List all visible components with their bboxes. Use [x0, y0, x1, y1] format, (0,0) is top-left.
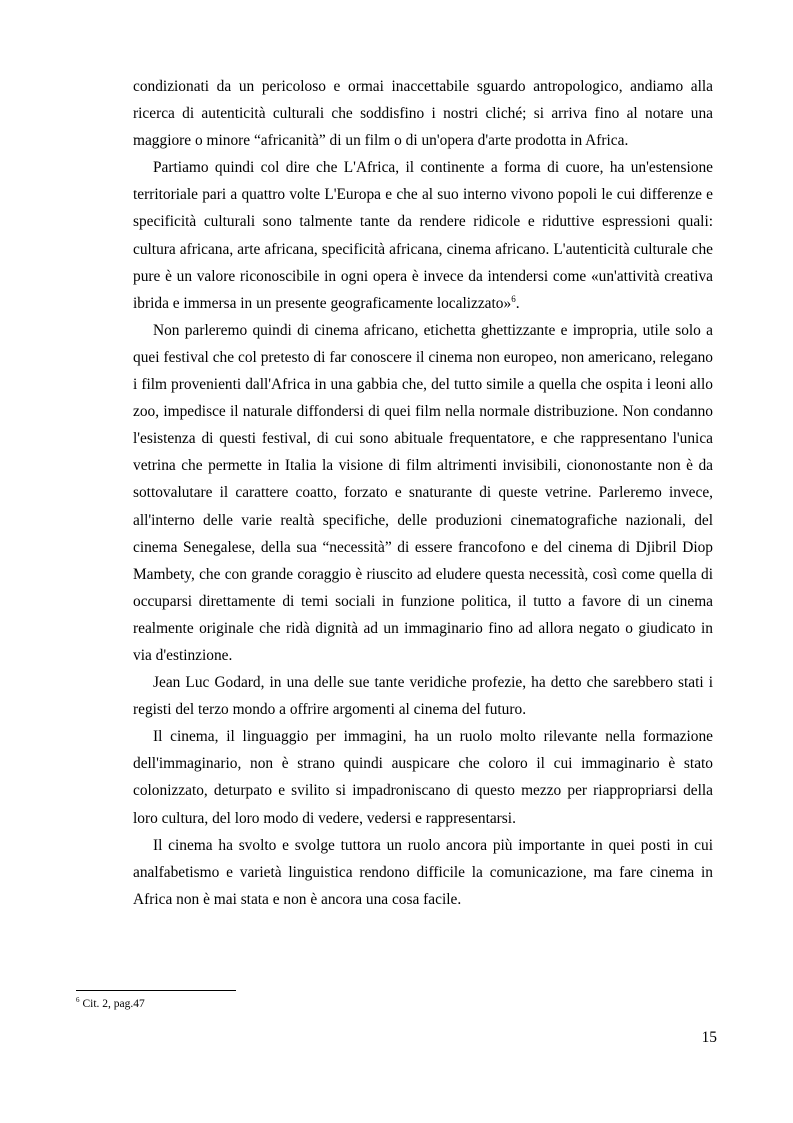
paragraph-4-text: Jean Luc Godard, in una delle sue tante veridiche profezie, ha detto che sarebbero stati i registi del terzo mondo a offrire argomenti al cinema del futuro.: [133, 674, 713, 719]
paragraph-5: [133, 723, 713, 831]
paragraph-6: [133, 832, 713, 913]
paragraph-4: [133, 669, 713, 723]
footnote-number: 6: [76, 996, 80, 1005]
paragraph-2-text: Partiamo quindi col dire che L'Africa, il continente a forma di cuore, ha un'estensione territoriale pari a quattro volte L'Europa e che al suo interno vivono popoli le cui differenze e specificità culturali sono talmente tante da rendere ridicole e riduttive espressioni quali: cultura africana, arte africana, specificità africana, cinema africano. L'autenticità culturale che pure è un valore riconoscibile in ogni opera è invece da intendersi come «un'attività creativa ibrida e immersa in un presente geograficamente localizzato»: [133, 159, 713, 312]
footnote-divider: [76, 990, 236, 991]
paragraph-6-text: Il cinema ha svolto e svolge tuttora un ruolo ancora più importante in quei posti in cui analfabetismo e varietà linguistica rendono difficile la comunicazione, ma fare cinema in Africa non è mai stata e non è ancora una cosa facile.: [133, 836, 713, 908]
body-text: [133, 73, 713, 913]
paragraph-3: [133, 317, 713, 669]
paragraph-1: [133, 73, 713, 154]
paragraph-1-text: condizionati da un pericoloso e ormai inaccettabile sguardo antropologico, andiamo alla ricerca di autenticità culturali che soddisfino i nostri cliché; si arriva fino al notare una maggiore o minore “africanità” di un film o di un'opera d'arte prodotta in Africa.: [133, 78, 713, 150]
paragraph-5-text: Il cinema, il linguaggio per immagini, ha un ruolo molto rilevante nella formazione dell'immaginario, non è strano quindi auspicare che coloro il cui immaginario è stato colonizzato, deturpato e svilito si impadroniscano di questo mezzo per riappropriarsi della loro cultura, del loro modo di vedere, vedersi e rappresentarsi.: [133, 728, 713, 827]
footnote-reference[interactable]: 6: [511, 293, 516, 304]
footnote-text: Cit. 2, pag.47: [82, 998, 145, 1010]
page-number: 15: [701, 1029, 717, 1046]
paragraph-2: [133, 154, 713, 317]
paragraph-2-tail: .: [515, 294, 520, 312]
paragraph-3-text: Non parleremo quindi di cinema africano, etichetta ghettizzante e impropria, utile solo a quei festival che col pretesto di far conoscere il cinema non europeo, non americano, relegano i film provenienti dall'Africa in una gabbia che, del tutto simile a quella che ospita i leoni allo zoo, impedisce il naturale diffondersi di quei film nella normale distribuzione. Non condanno l'esistenza di questi festival, di cui sono abituale frequentatore, e che rappresentano l'unica vetrina che permette in Italia la visione di film altrimenti invisibili, ciononostante non è da sottovalutare il carattere coatto, forzato e snaturante di queste vetrine. Parleremo invece, all'interno delle varie realtà specifiche, delle produzioni cinematografiche nazionali, del cinema Senegalese, della sua “necessità” di essere francofono e del cinema di Djibril Diop Mambety, che con grande coraggio è riuscito ad eludere questa necessità, così come quella di occuparsi direttamente di temi sociali in funzione politica, il tutto a favore di un cinema realmente originale che ridà dignità ad un immaginario fino ad allora negato o giudicato in via d'estinzione.: [133, 321, 713, 664]
footnote: [76, 997, 145, 1011]
